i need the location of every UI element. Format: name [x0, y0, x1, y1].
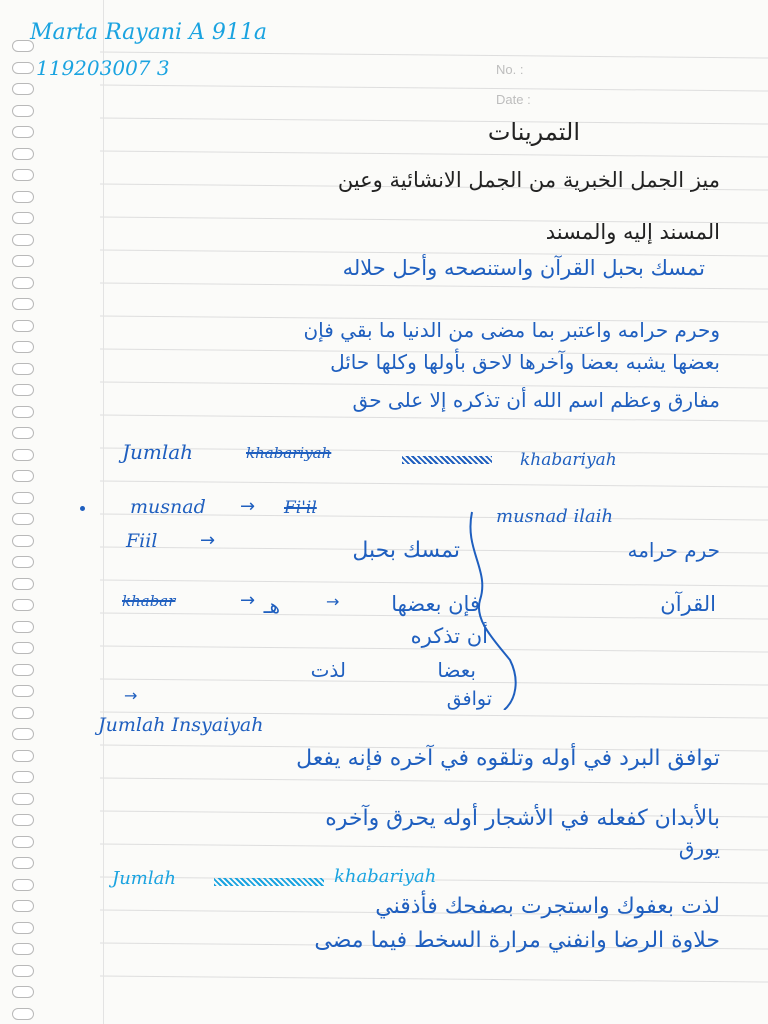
student-name: Marta Rayani A 911a [30, 20, 268, 45]
arrow-icon-2: → [200, 530, 216, 551]
arrow-icon-3: → [240, 590, 256, 611]
analysis-1-struck-word: khabariyah [246, 444, 332, 462]
binding-ring [12, 406, 34, 418]
binding-ring [12, 535, 34, 547]
rule-line [100, 481, 768, 487]
student-id: 119203007 3 [36, 56, 170, 80]
exercise-sentence-1: تمسك بحبل القرآن واستنصحه وأحل حلاله [342, 256, 705, 280]
binding-ring [12, 836, 34, 848]
binding-ring [12, 277, 34, 289]
arabic-ilaih: حرم حرامه [627, 538, 720, 562]
bullet-dot [80, 506, 85, 511]
analysis-1-correct-word: khabariyah [520, 450, 617, 470]
instruction-line-1: ميز الجمل الخبرية من الجمل الانشائية وعين [337, 168, 720, 192]
binding-ring [12, 771, 34, 783]
fiil-label: Fiil [126, 530, 158, 552]
binding-ring [12, 556, 34, 568]
arrow-icon-4: → [326, 592, 340, 611]
passage-line-2: بعضها يشبه بعضا وآخرها لاحق بأولها وكلها حائل [330, 350, 720, 374]
scribbled-word [402, 456, 492, 464]
no-label: No. : [496, 62, 524, 77]
binding-ring [12, 169, 34, 181]
arabic-tawaqa: توافق [446, 688, 492, 710]
binding-ring [12, 298, 34, 310]
binding-ring [12, 965, 34, 977]
passage-line-1: وحرم حرامه واعتبر بما مضى من الدنيا ما بقي فإن [303, 318, 720, 342]
instruction-line-2: المسند إليه والمسند [545, 220, 720, 244]
rule-line [100, 976, 768, 982]
binding-ring [12, 986, 34, 998]
rule-line [100, 151, 768, 157]
binding-ring [12, 642, 34, 654]
date-label: Date : [496, 92, 531, 107]
binding-ring [12, 943, 34, 955]
arabic-verb: تمسك بحبل [352, 538, 460, 563]
scribbled-word-2 [214, 878, 324, 886]
rule-line [100, 52, 768, 58]
analysis-3-line-2: حلاوة الرضا وانفني مرارة السخط فيما مضى [314, 928, 720, 953]
musnad-label: musnad [130, 496, 206, 518]
analysis-1-heading: Jumlah [122, 440, 194, 464]
passage-line-3: مفارق وعظم اسم الله أن تذكره إلا على حق [352, 388, 720, 412]
rule-line [100, 85, 768, 91]
arabic-fa-inna: فإن بعضها [391, 592, 480, 616]
binding-ring [12, 578, 34, 590]
khabar-struck: khabar [122, 592, 176, 610]
binding-ring [12, 427, 34, 439]
arabic-ha: هـ [263, 594, 280, 618]
binding-ring [12, 62, 34, 74]
binding-ring [12, 664, 34, 676]
rule-line [100, 580, 768, 586]
binding-ring [12, 363, 34, 375]
binding-ring [12, 685, 34, 697]
arrow-icon: → [240, 496, 256, 517]
binding-ring [12, 621, 34, 633]
analysis-3-correct-word: khabariyah [334, 866, 437, 887]
binding-ring [12, 793, 34, 805]
binding-ring [12, 212, 34, 224]
binding-ring [12, 470, 34, 482]
binding-ring [12, 148, 34, 160]
binding-ring [12, 922, 34, 934]
margin-line [103, 0, 104, 1024]
binding-ring [12, 750, 34, 762]
binding-ring [12, 900, 34, 912]
binding-ring [12, 728, 34, 740]
binding-ring [12, 126, 34, 138]
page-title: التمرينات [487, 118, 580, 146]
analysis-3-line-1: لذت بعفوك واستجرت بصفحك فأذقني [375, 894, 720, 919]
musnad-ilaih-label: musnad ilaih [496, 506, 614, 527]
binding-ring [12, 599, 34, 611]
binding-ring [12, 384, 34, 396]
binding-ring [12, 857, 34, 869]
arabic-quran: القرآن [660, 592, 716, 616]
binding-ring [12, 879, 34, 891]
analysis-2-line-1: توافق البرد في أوله وتلقوه في آخره فإنه يفعل [296, 746, 720, 771]
analysis-2-heading: Jumlah Insyaiyah [98, 714, 264, 736]
binding-ring [12, 814, 34, 826]
binding-ring [12, 83, 34, 95]
arabic-an-tadhkurahu: أن تذكره [410, 624, 488, 648]
binding-ring [12, 707, 34, 719]
spiral-binding [12, 40, 38, 1020]
arabic-baadan: بعضا [437, 658, 476, 682]
binding-ring [12, 449, 34, 461]
binding-ring [12, 492, 34, 504]
binding-ring [12, 255, 34, 267]
rule-line [100, 778, 768, 784]
binding-ring [12, 234, 34, 246]
analysis-3-heading: Jumlah [112, 868, 176, 889]
binding-ring [12, 320, 34, 332]
musnad-struck: Fi'il [284, 498, 317, 518]
binding-ring [12, 513, 34, 525]
rule-line [100, 283, 768, 289]
binding-ring [12, 105, 34, 117]
binding-ring [12, 1008, 34, 1020]
rule-line [100, 448, 768, 454]
arrow-icon-5: → [124, 686, 138, 705]
arabic-lidhdhat: لذت [310, 658, 346, 682]
rule-line [100, 415, 768, 421]
binding-ring [12, 191, 34, 203]
analysis-2-line-3: يورق [678, 836, 720, 860]
binding-ring [12, 341, 34, 353]
analysis-2-line-2: بالأبدان كفعله في الأشجار أوله يحرق وآخره [325, 806, 720, 831]
